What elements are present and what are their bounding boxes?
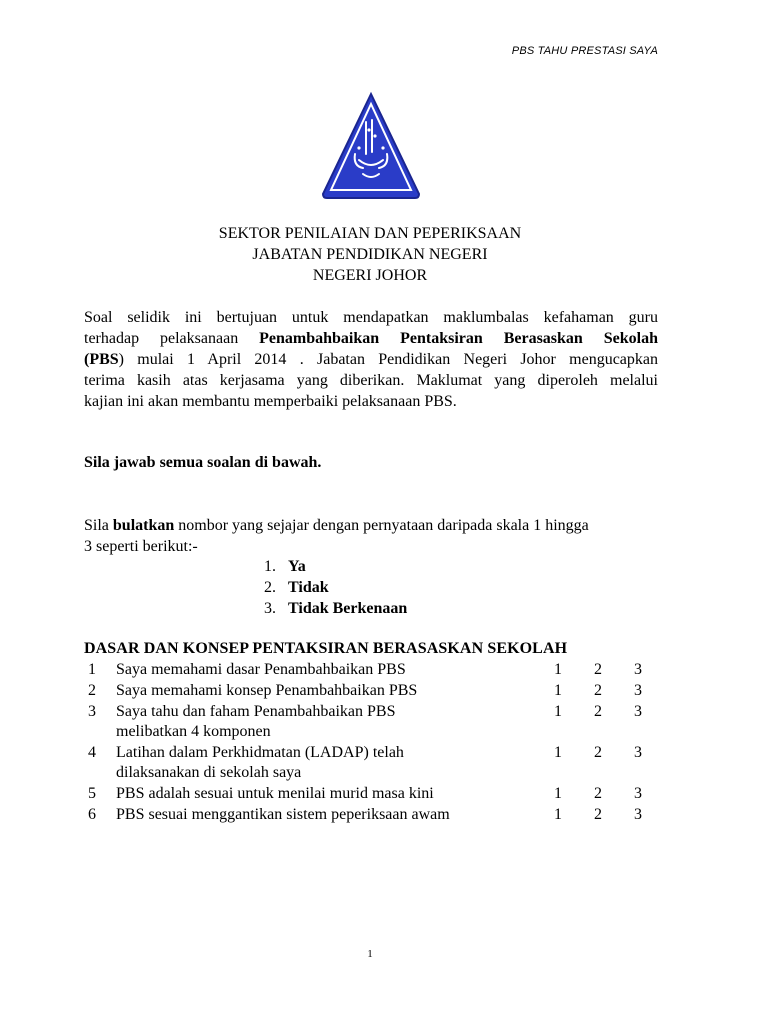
- question-row: [84, 805, 664, 825]
- question-number: 5: [88, 785, 96, 802]
- intro-line-2-text: terhadap pelaksanaan: [84, 330, 260, 347]
- question-row: [84, 660, 664, 680]
- question-number: 4: [88, 744, 96, 761]
- scale-choice-2[interactable]: 2: [594, 806, 602, 823]
- question-row: [84, 784, 664, 804]
- scale-choice-3[interactable]: 3: [634, 806, 642, 823]
- option-label: Tidak Berkenaan: [288, 600, 408, 617]
- question-number: 2: [88, 682, 96, 699]
- running-header: PBS TAHU PRESTASI SAYA: [511, 45, 658, 57]
- johor-education-crest-icon: [319, 90, 423, 202]
- intro-paragraph: [84, 307, 658, 412]
- question-text-line-2: dilaksanakan di sekolah saya: [116, 764, 302, 781]
- scale-options-list: [264, 556, 407, 619]
- question-scale: [554, 743, 674, 763]
- scale-choice-1[interactable]: 1: [554, 703, 562, 720]
- question-text-line: PBS sesuai menggantikan sistem peperiksaan awam: [116, 806, 450, 823]
- scale-choice-3[interactable]: 3: [634, 682, 642, 699]
- question-text-line-2: melibatkan 4 komponen: [116, 723, 271, 740]
- questionnaire-table: [84, 660, 664, 826]
- intro-line-2: [84, 328, 658, 349]
- scale-choice-2[interactable]: 2: [594, 703, 602, 720]
- question-text-line: Latihan dalam Perkhidmatan (LADAP) telah: [116, 744, 404, 761]
- scale-choice-2[interactable]: 2: [594, 744, 602, 761]
- question-scale: [554, 681, 674, 701]
- question-scale: [554, 702, 674, 722]
- option-number: 3.: [264, 600, 276, 617]
- scale-choice-2[interactable]: 2: [594, 682, 602, 699]
- scale-choice-1[interactable]: 1: [554, 682, 562, 699]
- heading-line-1: SEKTOR PENILAIAN DAN PEPERIKSAAN: [218, 225, 522, 242]
- scale-choice-3[interactable]: 3: [634, 744, 642, 761]
- option-item: [264, 556, 407, 577]
- question-text: [116, 681, 536, 701]
- question-number: 3: [88, 703, 96, 720]
- section-title: DASAR DAN KONSEP PENTAKSIRAN BERASASKAN SEKOLAH: [84, 640, 568, 657]
- intro-line-1: Soal selidik ini bertujuan untuk mendapatkan maklumbalas kefahaman guru: [84, 309, 658, 326]
- scale-choice-2[interactable]: 2: [594, 661, 602, 678]
- question-scale: [554, 660, 674, 680]
- option-number: 2.: [264, 579, 276, 596]
- scale-note-prefix: Sila: [84, 517, 113, 534]
- question-text: [116, 660, 536, 680]
- question-text-line: PBS adalah sesuai untuk menilai murid masa kini: [116, 785, 434, 802]
- scale-choice-2[interactable]: 2: [594, 785, 602, 802]
- question-text-line: Saya memahami dasar Penambahbaikan PBS: [116, 661, 406, 678]
- intro-program-name: Penambahbaikan Pentaksiran Berasaskan Sekolah: [259, 330, 658, 347]
- question-number: 6: [88, 806, 96, 823]
- instruction: Sila jawab semua soalan di bawah.: [84, 454, 322, 471]
- scale-choice-3[interactable]: 3: [634, 661, 642, 678]
- scale-choice-1[interactable]: 1: [554, 661, 562, 678]
- intro-line-3-text: ) mulai 1 April 2014 . Jabatan Pendidikan Negeri Johor mengucapkan: [118, 351, 658, 368]
- scale-note-line-2: 3 seperti berikut:-: [84, 538, 198, 555]
- question-text: [116, 784, 536, 804]
- scale-choice-1[interactable]: 1: [554, 744, 562, 761]
- question-row: [84, 702, 664, 742]
- question-text-line: Saya tahu dan faham Penambahbaikan PBS: [116, 703, 396, 720]
- scale-note-verb: bulatkan: [112, 517, 175, 534]
- intro-line-3: [84, 349, 658, 370]
- page-number: 1: [367, 948, 373, 960]
- intro-acronym: (PBS: [84, 351, 119, 368]
- question-text: [116, 743, 536, 783]
- question-text: [116, 702, 536, 742]
- scale-note: [84, 515, 658, 557]
- question-row: [84, 681, 664, 701]
- question-scale: [554, 805, 674, 825]
- scale-note-line-1: [84, 515, 658, 536]
- question-text-line: Saya memahami konsep Penambahbaikan PBS: [116, 682, 418, 699]
- question-number: 1: [88, 661, 96, 678]
- scale-note-rest: nombor yang sejajar dengan pernyataan daripada skala 1 hingga: [174, 517, 589, 534]
- scale-choice-1[interactable]: 1: [554, 806, 562, 823]
- option-label: Ya: [288, 558, 306, 575]
- scale-choice-3[interactable]: 3: [634, 703, 642, 720]
- question-row: [84, 743, 664, 783]
- option-label: Tidak: [288, 579, 329, 596]
- scale-choice-1[interactable]: 1: [554, 785, 562, 802]
- question-scale: [554, 784, 674, 804]
- scale-choice-3[interactable]: 3: [634, 785, 642, 802]
- intro-line-5: kajian ini akan membantu memperbaiki pelaksanaan PBS.: [84, 393, 457, 410]
- option-item: [264, 598, 407, 619]
- intro-line-4: terima kasih atas kerjasama yang diberikan. Maklumat yang diperoleh melalui: [84, 372, 658, 389]
- heading-line-2: JABATAN PENDIDIKAN NEGERI: [252, 246, 488, 263]
- option-item: [264, 577, 407, 598]
- option-number: 1.: [264, 558, 276, 575]
- question-text: [116, 805, 536, 825]
- heading-line-3: NEGERI JOHOR: [312, 267, 428, 284]
